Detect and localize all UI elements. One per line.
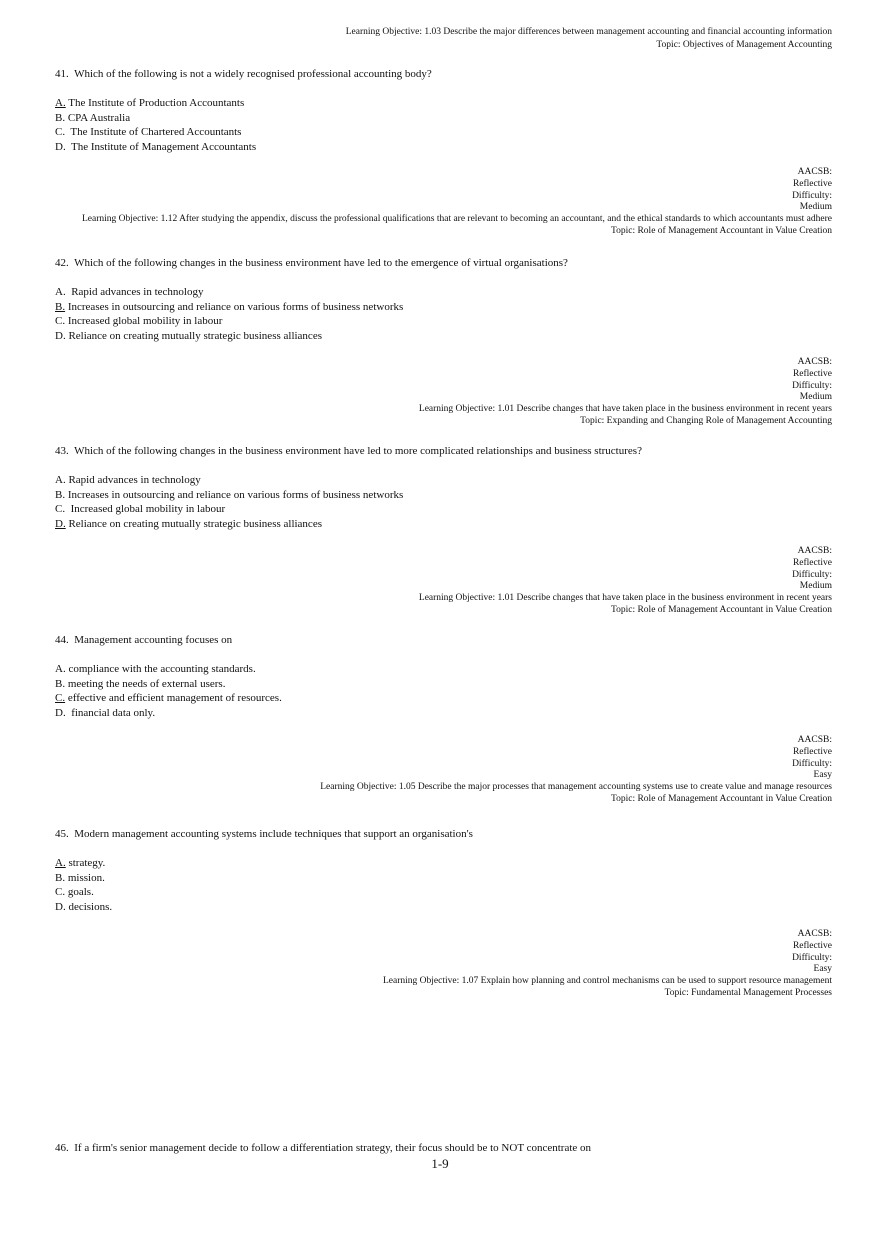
- aacsb-label: AACSB:: [797, 167, 832, 177]
- option-a: [55, 96, 835, 111]
- learning-objective: Learning Objective: 1.05 Describe the major processes that management accounting systems use to create value and manage resources: [320, 782, 832, 793]
- difficulty-value: Medium: [799, 202, 832, 213]
- option-letter: C.: [55, 692, 66, 704]
- option-letter: D.: [55, 329, 66, 342]
- option-letter: C.: [55, 315, 66, 327]
- option-text: Reliance on creating mutually strategic business alliances: [68, 517, 322, 530]
- aacsb-label: AACSB:: [797, 357, 832, 367]
- option-d: [55, 900, 835, 915]
- topic: Topic: Objectives of Management Accounting: [656, 40, 832, 50]
- option-text: CPA Australia: [67, 111, 131, 124]
- answer-options: [55, 473, 835, 531]
- option-letter: B.: [55, 677, 66, 690]
- question-stem: Modern management accounting systems include techniques that support an organisation's: [74, 828, 473, 840]
- question-stem: Which of the following changes in the business environment have led to the emergence of virtual organisations?: [74, 257, 568, 269]
- option-text: decisions.: [68, 900, 113, 913]
- option-text: Rapid advances in technology: [68, 474, 201, 486]
- aacsb-value: Reflective: [792, 940, 832, 951]
- question-45: [55, 827, 835, 914]
- option-letter: C.: [55, 886, 66, 898]
- option-letter: B.: [55, 111, 66, 124]
- option-c: [55, 691, 835, 706]
- difficulty-label: Difficulty:: [792, 380, 832, 391]
- option-letter: D.: [55, 517, 66, 530]
- aacsb-label: AACSB:: [797, 546, 832, 556]
- option-text: Increases in outsourcing and reliance on various forms of business networks: [67, 488, 404, 501]
- question-stem: If a firm's senior management decide to follow a differentiation strategy, their focus should be to NOT concentrate on: [74, 1142, 592, 1154]
- option-b: [55, 871, 835, 886]
- question-45-meta: [383, 929, 832, 1000]
- topic: Topic: Role of Management Accountant in Value Creation: [610, 793, 832, 804]
- aacsb-value: Reflective: [792, 178, 832, 189]
- option-d: [55, 706, 835, 721]
- option-letter: D.: [55, 140, 66, 153]
- question-43: [55, 444, 835, 531]
- option-a: [55, 662, 835, 677]
- option-letter: C.: [55, 503, 66, 515]
- question-44-meta: [320, 735, 832, 806]
- difficulty-label: Difficulty:: [792, 190, 832, 201]
- question-stem: Which of the following is not a widely recognised professional accounting body?: [74, 68, 432, 80]
- page-header-meta: [346, 26, 832, 52]
- option-letter: D.: [55, 706, 66, 719]
- option-letter: B.: [55, 488, 66, 501]
- aacsb-value: Reflective: [792, 557, 832, 568]
- question-number: 45.: [55, 828, 69, 840]
- question-number: 42.: [55, 257, 69, 269]
- answer-options: [55, 285, 835, 343]
- option-letter: A.: [55, 97, 66, 109]
- question-43-meta: [419, 546, 832, 617]
- option-text: Increased global mobility in labour: [70, 503, 226, 515]
- option-letter: A.: [55, 474, 66, 486]
- answer-options: [55, 662, 835, 720]
- option-letter: A.: [55, 663, 66, 675]
- option-letter: A.: [55, 286, 66, 298]
- aacsb-label: AACSB:: [797, 735, 832, 745]
- learning-objective: Learning Objective: 1.03 Describe the major differences between management accounting and financial accounting information: [345, 27, 832, 37]
- question-42: [55, 256, 835, 343]
- question-text: [55, 827, 835, 841]
- question-number: 43.: [55, 445, 69, 457]
- option-a: [55, 473, 835, 488]
- question-text: [55, 256, 835, 270]
- option-text: mission.: [67, 871, 105, 884]
- question-42-meta: [419, 357, 832, 428]
- option-text: meeting the needs of external users.: [67, 677, 226, 690]
- option-text: The Institute of Management Accountants: [71, 140, 257, 153]
- option-text: The Institute of Production Accountants: [68, 97, 245, 109]
- difficulty-label: Difficulty:: [792, 952, 832, 963]
- option-text: Reliance on creating mutually strategic business alliances: [68, 329, 322, 342]
- answer-options: [55, 856, 835, 914]
- question-number: 46.: [55, 1142, 69, 1154]
- difficulty-label: Difficulty:: [792, 758, 832, 769]
- difficulty-value: Easy: [813, 964, 832, 975]
- question-stem: Which of the following changes in the business environment have led to more complicated relationships and business structures?: [74, 445, 642, 457]
- option-b: [55, 300, 835, 315]
- question-41: [55, 67, 835, 154]
- question-stem: Management accounting focuses on: [74, 634, 233, 646]
- question-text: [55, 444, 835, 458]
- question-41-meta: [82, 167, 832, 238]
- option-text: goals.: [67, 886, 94, 898]
- topic: Topic: Role of Management Accountant in Value Creation: [610, 604, 832, 615]
- option-letter: B.: [55, 871, 66, 884]
- option-b: [55, 677, 835, 692]
- topic: Topic: Fundamental Management Processes: [664, 987, 832, 998]
- option-text: Increases in outsourcing and reliance on various forms of business networks: [67, 300, 404, 313]
- difficulty-value: Medium: [799, 392, 832, 403]
- aacsb-value: Reflective: [792, 746, 832, 757]
- question-text: [55, 1141, 835, 1155]
- page-number: 1-9: [431, 1156, 449, 1171]
- option-letter: A.: [55, 857, 66, 869]
- topic: Topic: Role of Management Accountant in Value Creation: [610, 225, 832, 236]
- option-letter: B.: [55, 300, 66, 313]
- option-c: [55, 885, 835, 900]
- difficulty-value: Easy: [813, 770, 832, 781]
- difficulty-label: Difficulty:: [792, 569, 832, 580]
- option-c: [55, 314, 835, 329]
- option-b: [55, 111, 835, 126]
- option-c: [55, 125, 835, 140]
- option-d: [55, 517, 835, 532]
- aacsb-value: Reflective: [792, 368, 832, 379]
- learning-objective: Learning Objective: 1.07 Explain how planning and control mechanisms can be used to support resource management: [382, 976, 832, 987]
- answer-options: [55, 96, 835, 154]
- option-text: effective and efficient management of resources.: [67, 692, 282, 704]
- question-44: [55, 633, 835, 720]
- learning-objective: Learning Objective: 1.01 Describe changes that have taken place in the business environment in recent years: [418, 593, 832, 604]
- option-a: [55, 856, 835, 871]
- difficulty-value: Medium: [799, 581, 832, 592]
- option-a: [55, 285, 835, 300]
- question-number: 41.: [55, 68, 69, 80]
- option-letter: D.: [55, 900, 66, 913]
- question-text: [55, 67, 835, 81]
- learning-objective: Learning Objective: 1.12 After studying the appendix, discuss the professional qualifications that are relevant to becoming an accountant, and the ethical standards to which accountants must adhere: [81, 214, 832, 225]
- option-b: [55, 488, 835, 503]
- learning-objective: Learning Objective: 1.01 Describe changes that have taken place in the business environment in recent years: [418, 404, 832, 415]
- option-text: compliance with the accounting standards.: [68, 663, 256, 675]
- option-d: [55, 329, 835, 344]
- topic: Topic: Expanding and Changing Role of Management Accounting: [580, 415, 832, 426]
- option-text: Rapid advances in technology: [71, 286, 204, 298]
- question-number: 44.: [55, 634, 69, 646]
- option-text: strategy.: [68, 857, 106, 869]
- option-c: [55, 502, 835, 517]
- question-text: [55, 633, 835, 647]
- option-text: financial data only.: [71, 706, 156, 719]
- option-text: The Institute of Chartered Accountants: [70, 126, 242, 138]
- option-text: Increased global mobility in labour: [67, 315, 223, 327]
- option-d: [55, 140, 835, 155]
- option-letter: C.: [55, 126, 66, 138]
- aacsb-label: AACSB:: [797, 929, 832, 939]
